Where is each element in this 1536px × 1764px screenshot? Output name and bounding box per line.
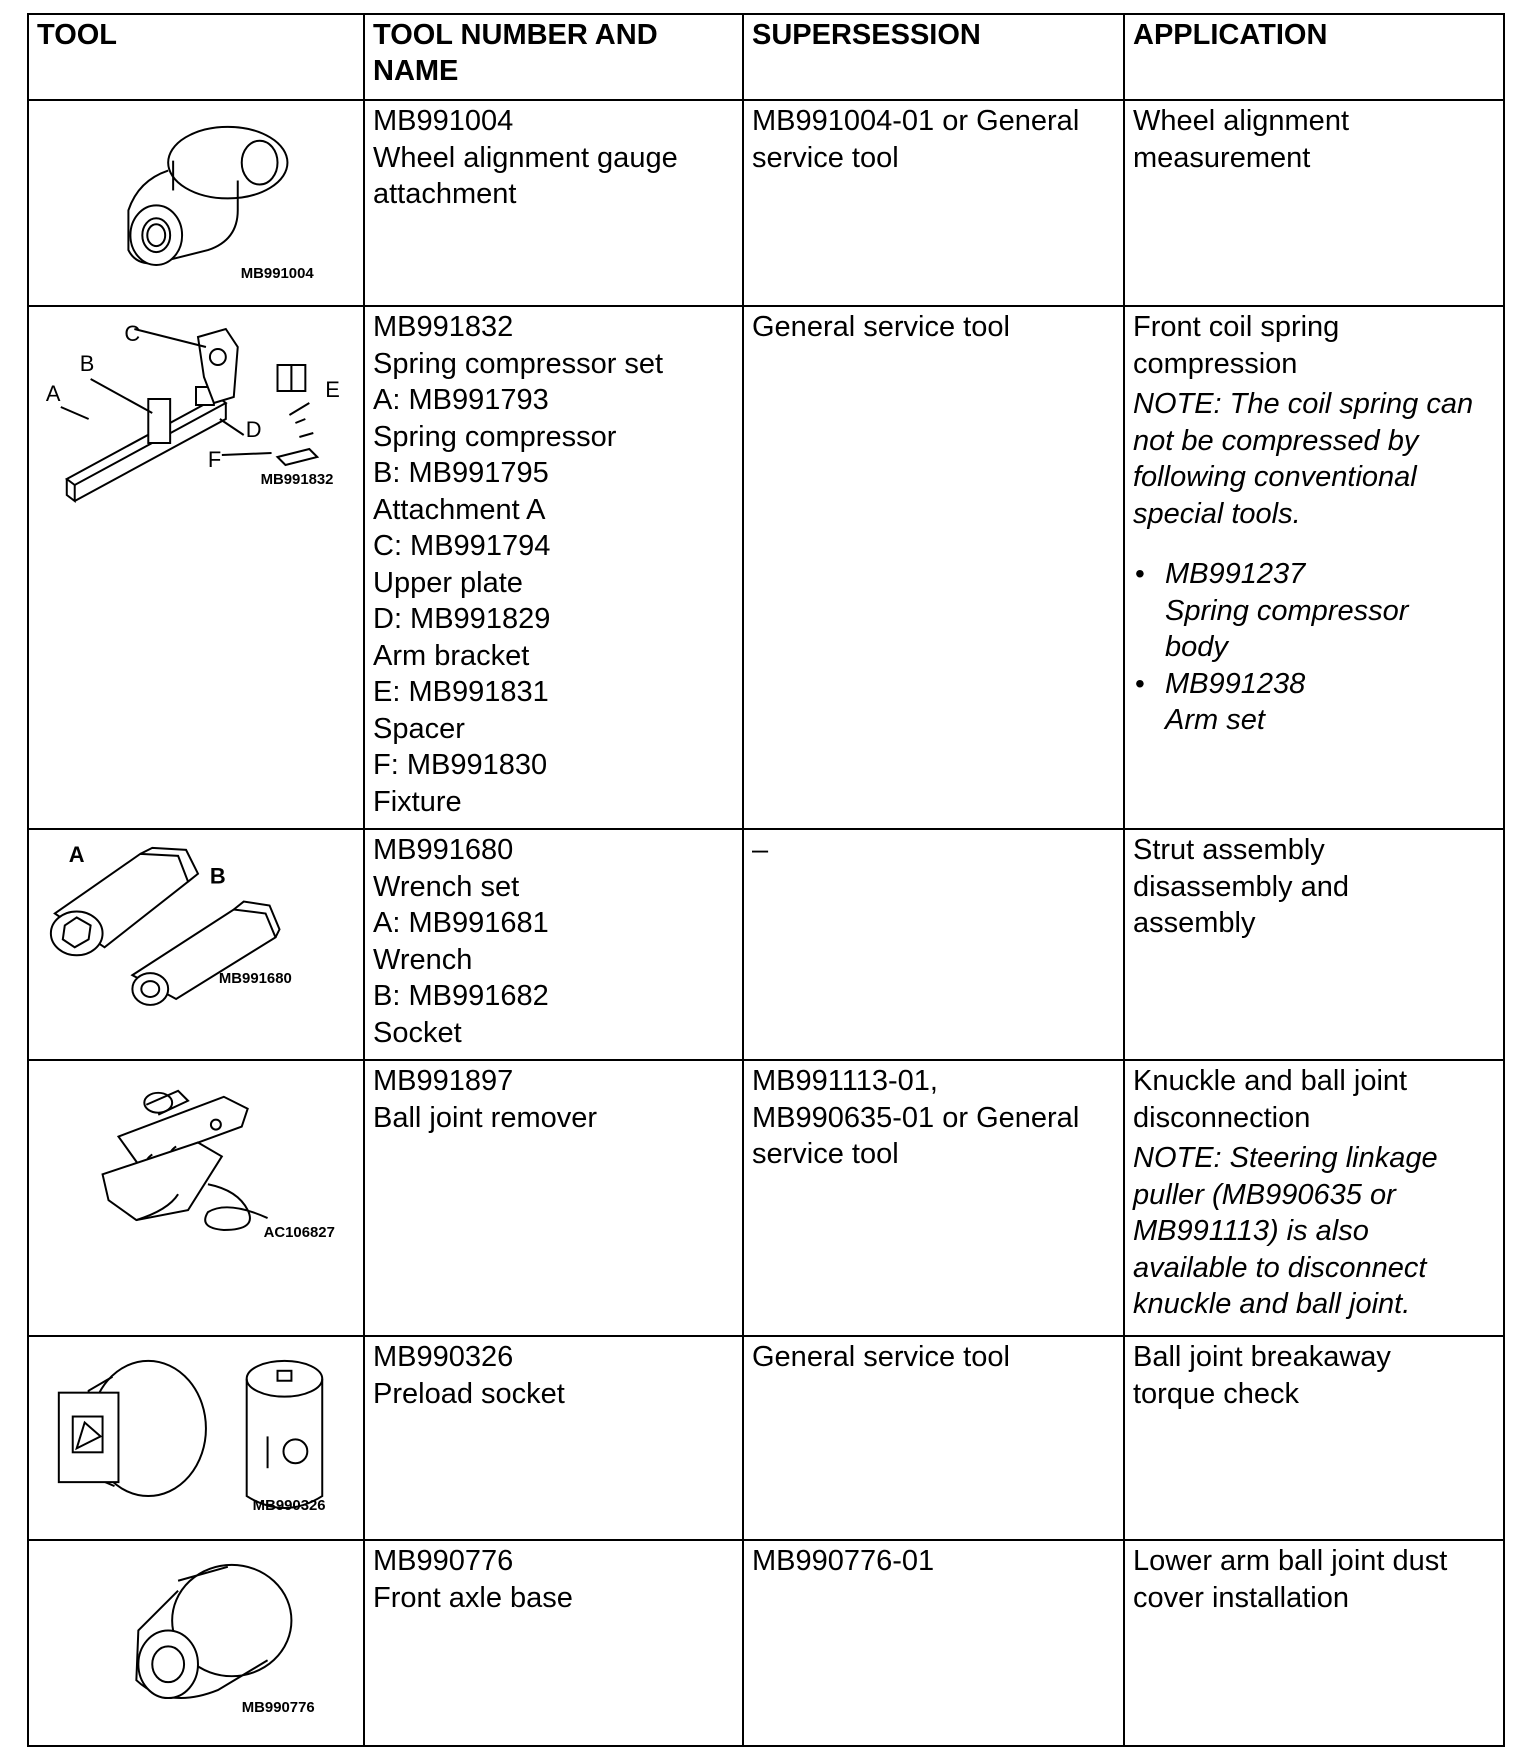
tool-name-line: A: MB991793 bbox=[373, 384, 549, 416]
tool-number-name-cell bbox=[364, 1540, 743, 1746]
tool-number: MB991004 bbox=[373, 105, 514, 137]
note-line: special tools. bbox=[1133, 497, 1301, 530]
tool-number-name-cell bbox=[364, 306, 743, 829]
tool-number: MB990326 bbox=[373, 1341, 514, 1373]
supersession-line: General service tool bbox=[752, 1341, 1010, 1373]
header-number-name-text: TOOL NUMBER AND NAME bbox=[373, 19, 658, 87]
tool-number: MB991897 bbox=[373, 1065, 514, 1097]
tool-image-cell bbox=[28, 829, 364, 1060]
tool-image-cell bbox=[28, 1540, 364, 1746]
supersession-line: MB991004-01 or General bbox=[752, 105, 1080, 137]
supersession-line: General service tool bbox=[752, 311, 1010, 343]
tool-name-line: B: MB991795 bbox=[373, 457, 549, 489]
tool-image-cell bbox=[28, 1060, 364, 1336]
front-axle-base-illustration bbox=[29, 1541, 363, 1744]
supersession-cell bbox=[743, 1060, 1124, 1336]
application-note bbox=[1133, 386, 1495, 532]
application-line: Lower arm ball joint dust bbox=[1133, 1545, 1448, 1577]
table-row bbox=[28, 1336, 1504, 1540]
application-line: Ball joint breakaway bbox=[1133, 1341, 1391, 1373]
spring-compressor-set-illustration bbox=[29, 307, 363, 828]
note-line: NOTE: Steering linkage bbox=[1133, 1142, 1438, 1174]
supersession-line: MB990776-01 bbox=[752, 1545, 935, 1577]
tool-number-name-cell bbox=[364, 829, 743, 1060]
supersession-line: service tool bbox=[752, 1138, 899, 1170]
tool-number: MB990776 bbox=[373, 1545, 514, 1577]
application-line: Front coil spring bbox=[1133, 311, 1340, 343]
tool-image-cell bbox=[28, 1336, 364, 1540]
application-cell bbox=[1124, 306, 1504, 829]
part-label-d: D bbox=[245, 416, 262, 443]
list-item bbox=[1133, 666, 1495, 739]
bullet-line: Arm set bbox=[1165, 704, 1265, 736]
tool-name-line: Spring compressor set bbox=[373, 347, 664, 380]
bullet-line: Spring compressor bbox=[1165, 594, 1409, 627]
tool-number: MB991832 bbox=[373, 311, 514, 343]
note-line: knuckle and ball joint. bbox=[1133, 1288, 1411, 1320]
table-row bbox=[28, 306, 1504, 829]
tool-image-label: MB991832 bbox=[260, 470, 334, 489]
note-line: not be compressed by bbox=[1133, 424, 1419, 457]
application-line: disconnection bbox=[1133, 1101, 1311, 1134]
preload-socket-illustration bbox=[29, 1337, 363, 1538]
part-label-b: B bbox=[79, 350, 95, 377]
wrench-set-illustration bbox=[29, 830, 363, 1058]
application-line: Wheel alignment bbox=[1133, 105, 1349, 137]
header-tool: TOOL bbox=[28, 14, 364, 100]
application-cell bbox=[1124, 100, 1504, 306]
part-label-f: F bbox=[207, 446, 222, 473]
supersession-cell bbox=[743, 100, 1124, 306]
tool-name-line: C: MB991794 bbox=[373, 530, 551, 562]
special-tools-table bbox=[27, 13, 1505, 1747]
application-line: disassembly and bbox=[1133, 870, 1349, 903]
tool-image-label: MB991004 bbox=[240, 265, 314, 282]
application-line: Strut assembly bbox=[1133, 834, 1325, 866]
tool-name-line: Fixture bbox=[373, 785, 462, 818]
tool-name-line: Wheel alignment gauge bbox=[373, 141, 678, 174]
note-line: available to disconnect bbox=[1133, 1251, 1427, 1284]
application-cell bbox=[1124, 829, 1504, 1060]
tool-number: MB991680 bbox=[373, 834, 514, 866]
tool-name-line: E: MB991831 bbox=[373, 676, 549, 708]
tool-image-label: AC106827 bbox=[263, 1224, 335, 1241]
bullet-line: body bbox=[1165, 631, 1228, 663]
header-supersession: SUPERSESSION bbox=[743, 14, 1124, 100]
table-row bbox=[28, 829, 1504, 1060]
tool-name-line: Preload socket bbox=[373, 1377, 565, 1410]
bullet-line: • MB991237 bbox=[1165, 558, 1306, 590]
tool-name-line: A: MB991681 bbox=[373, 907, 549, 939]
application-line: compression bbox=[1133, 347, 1298, 380]
tool-name-line: Wrench bbox=[373, 943, 473, 976]
part-label-e: E bbox=[325, 376, 340, 403]
part-label-a: A bbox=[45, 380, 61, 407]
table-row bbox=[28, 100, 1504, 306]
application-line: assembly bbox=[1133, 907, 1256, 939]
note-line: NOTE: The coil spring can bbox=[1133, 388, 1474, 420]
tool-name-line: Spring compressor bbox=[373, 420, 617, 453]
supersession-cell bbox=[743, 306, 1124, 829]
tool-name-line: Spacer bbox=[373, 712, 465, 745]
tool-number-name-cell bbox=[364, 1060, 743, 1336]
supersession-line: service tool bbox=[752, 141, 899, 174]
tool-name-line: F: MB991830 bbox=[373, 749, 548, 781]
application-note bbox=[1133, 1140, 1495, 1323]
tool-image-label: MB990776 bbox=[241, 1699, 315, 1716]
header-row bbox=[28, 14, 1504, 100]
tool-name-line: Attachment A bbox=[373, 493, 546, 526]
tool-number-name-cell bbox=[364, 1336, 743, 1540]
application-cell bbox=[1124, 1540, 1504, 1746]
tool-number-name-cell bbox=[364, 100, 743, 306]
table-row bbox=[28, 1540, 1504, 1746]
tool-name-line: Arm bracket bbox=[373, 639, 530, 672]
tool-name-line: Ball joint remover bbox=[373, 1101, 598, 1134]
alternate-tools-list bbox=[1133, 556, 1495, 739]
tool-name-line: Front axle base bbox=[373, 1581, 573, 1614]
supersession-cell bbox=[743, 1540, 1124, 1746]
application-line: Knuckle and ball joint bbox=[1133, 1065, 1408, 1097]
part-label-a: A bbox=[68, 841, 85, 867]
application-line: measurement bbox=[1133, 141, 1311, 174]
tool-name-line: Wrench set bbox=[373, 870, 520, 903]
application-cell bbox=[1124, 1336, 1504, 1540]
supersession-line: MB991113-01, bbox=[752, 1065, 938, 1097]
tool-image-cell bbox=[28, 100, 364, 306]
wheel-alignment-gauge-attachment-illustration bbox=[29, 101, 363, 304]
list-item bbox=[1133, 556, 1495, 666]
application-line: torque check bbox=[1133, 1377, 1300, 1410]
tool-image-label: MB991680 bbox=[218, 971, 292, 988]
tool-name-line: Socket bbox=[373, 1016, 462, 1049]
note-line: MB991113) is also bbox=[1133, 1215, 1369, 1247]
part-label-c: C bbox=[124, 320, 141, 347]
note-line: following conventional bbox=[1133, 461, 1417, 493]
table-row bbox=[28, 1060, 1504, 1336]
header-tool-number-and-name bbox=[364, 14, 743, 100]
part-label-b: B bbox=[209, 863, 226, 889]
supersession-line: – bbox=[752, 834, 769, 866]
tool-name-line: attachment bbox=[373, 178, 517, 210]
tool-image-label: MB990326 bbox=[252, 1497, 326, 1514]
tool-image-cell bbox=[28, 306, 364, 829]
tool-name-line: D: MB991829 bbox=[373, 603, 551, 635]
note-line: puller (MB990635 or bbox=[1133, 1178, 1396, 1211]
supersession-cell bbox=[743, 829, 1124, 1060]
supersession-cell bbox=[743, 1336, 1124, 1540]
header-application: APPLICATION bbox=[1124, 14, 1504, 100]
supersession-line: MB990635-01 or General bbox=[752, 1101, 1080, 1134]
ball-joint-remover-illustration bbox=[29, 1061, 363, 1333]
tool-name-line: B: MB991682 bbox=[373, 980, 549, 1012]
application-cell bbox=[1124, 1060, 1504, 1336]
tool-name-line: Upper plate bbox=[373, 566, 523, 599]
bullet-line: • MB991238 bbox=[1165, 667, 1306, 700]
application-line: cover installation bbox=[1133, 1581, 1349, 1614]
